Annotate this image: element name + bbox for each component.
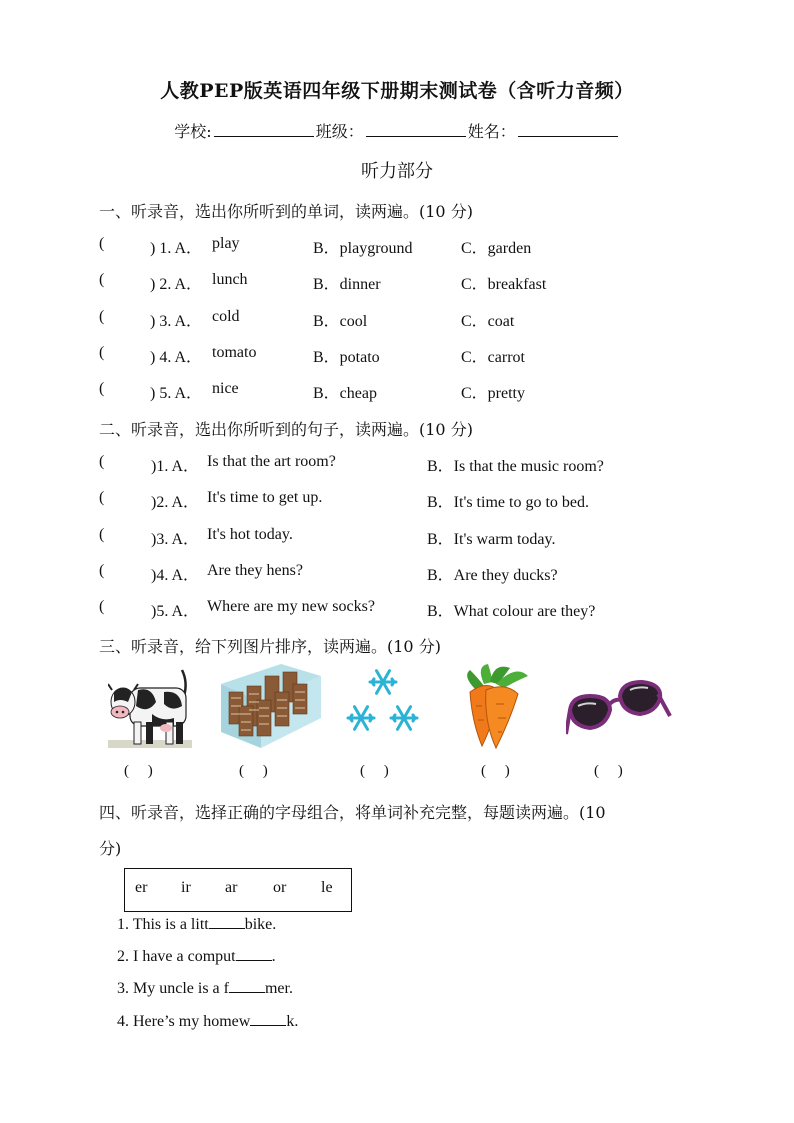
fill-prefix: 3. My uncle is a f [117, 980, 229, 997]
class-blank[interactable] [366, 122, 466, 137]
part2-instructions: 二、听录音，选出你所听到的句子，读两遍。(10 分) [99, 420, 473, 439]
answer-paren[interactable]: ( [99, 489, 105, 506]
option-b: B．It's time to go to bed. [427, 494, 589, 511]
letter-choice: ir [181, 879, 191, 896]
option-b: B．What colour are they? [427, 603, 596, 620]
answer-paren[interactable]: ( [99, 380, 105, 397]
fill-suffix: k. [286, 1013, 299, 1030]
question-number: ) 1. A． [150, 240, 203, 257]
letter-choices-box [124, 868, 352, 912]
question-number: )4. A． [151, 567, 200, 584]
cow-picture [108, 662, 192, 750]
class-label: 班级： [315, 122, 364, 141]
question-number: ) 5. A． [150, 385, 203, 402]
fill-in-item [117, 916, 276, 934]
option-c: C．breakfast [461, 276, 547, 293]
option-c: C．garden [461, 240, 532, 257]
option-a: lunch [212, 271, 248, 288]
fill-prefix: 4. Here’s my homew [117, 1013, 251, 1030]
part1-instructions: 一、听录音，选出你所听到的单词，读两遍。(10 分) [99, 202, 473, 221]
option-b: B．playground [313, 240, 413, 257]
snowflakes-picture [344, 662, 422, 738]
option-b: B．potato [313, 349, 380, 366]
answer-paren[interactable]: ( [99, 598, 105, 615]
option-a: nice [212, 380, 239, 397]
fill-in-item [117, 980, 293, 998]
picture-answer-paren[interactable]: ( ) [594, 763, 623, 779]
fill-suffix: mer. [264, 980, 293, 997]
letter-choice: or [273, 879, 287, 896]
letter-choice: er [135, 879, 148, 896]
letter-choice: le [321, 879, 333, 896]
letter-choice: ar [225, 879, 238, 896]
school-label: 学校: [174, 122, 212, 141]
option-a: Is that the art room? [207, 453, 336, 470]
fill-in-item [117, 948, 276, 966]
option-b: B．It's warm today. [427, 531, 556, 548]
fill-blank[interactable] [236, 948, 272, 961]
picture-answer-paren[interactable]: ( ) [360, 763, 389, 779]
student-info [0, 119, 794, 142]
option-c: C．coat [461, 313, 515, 330]
question-number: )3. A． [151, 531, 200, 548]
answer-paren[interactable]: ( [99, 308, 105, 325]
picture-answer-paren[interactable]: ( ) [481, 763, 510, 779]
answer-paren[interactable]: ( [99, 562, 105, 579]
answer-paren[interactable]: ( [99, 271, 105, 288]
question-number: )1. A． [151, 458, 200, 475]
section-heading: 听力部分 [361, 161, 433, 182]
sunglasses-picture [566, 676, 672, 738]
name-blank[interactable] [518, 122, 618, 137]
question-number: ) 2. A． [150, 276, 203, 293]
carrot-picture [456, 662, 534, 752]
option-c: C．pretty [461, 385, 525, 402]
question-number: ) 4. A． [150, 349, 203, 366]
option-a: Where are my new socks? [207, 598, 375, 615]
option-a: It's hot today. [207, 526, 293, 543]
answer-paren[interactable]: ( [99, 526, 105, 543]
option-a: play [212, 235, 240, 252]
part4-instructions: 四、听录音，选择正确的字母组合，将单词补充完整，每题读两遍。(10 [99, 803, 606, 822]
fill-suffix: . [271, 948, 276, 965]
fill-blank[interactable] [229, 980, 265, 993]
buildings-picture [221, 662, 321, 748]
picture-answer-paren[interactable]: ( ) [239, 763, 268, 779]
question-number: )5. A． [151, 603, 200, 620]
option-b: B．Are they ducks? [427, 567, 558, 584]
fill-blank[interactable] [209, 916, 245, 929]
question-number: )2. A． [151, 494, 200, 511]
question-number: ) 3. A． [150, 313, 203, 330]
fill-prefix: 1. This is a litt [117, 916, 209, 933]
option-a: It's time to get up. [207, 489, 323, 506]
option-c: C．carrot [461, 349, 525, 366]
answer-paren[interactable]: ( [99, 235, 105, 252]
page-title: 人教PEP版英语四年级下册期末测试卷（含听力音频） [160, 80, 634, 102]
part4-instructions-cont: 分) [99, 839, 122, 858]
fill-blank[interactable] [250, 1013, 286, 1026]
fill-prefix: 2. I have a comput [117, 948, 236, 965]
fill-in-item [117, 1013, 298, 1031]
option-b: B．cool [313, 313, 368, 330]
answer-paren[interactable]: ( [99, 344, 105, 361]
option-b: B．dinner [313, 276, 381, 293]
school-blank[interactable] [214, 122, 314, 137]
picture-answer-paren[interactable]: ( ) [124, 763, 153, 779]
fill-suffix: bike. [244, 916, 277, 933]
option-b: B．cheap [313, 385, 377, 402]
option-a: Are they hens? [207, 562, 303, 579]
option-b: B．Is that the music room? [427, 458, 604, 475]
name-label: 姓名： [467, 122, 516, 141]
option-a: tomato [212, 344, 257, 361]
option-a: cold [212, 308, 240, 325]
answer-paren[interactable]: ( [99, 453, 105, 470]
part3-instructions: 三、听录音，给下列图片排序，读两遍。(10 分) [99, 637, 441, 656]
